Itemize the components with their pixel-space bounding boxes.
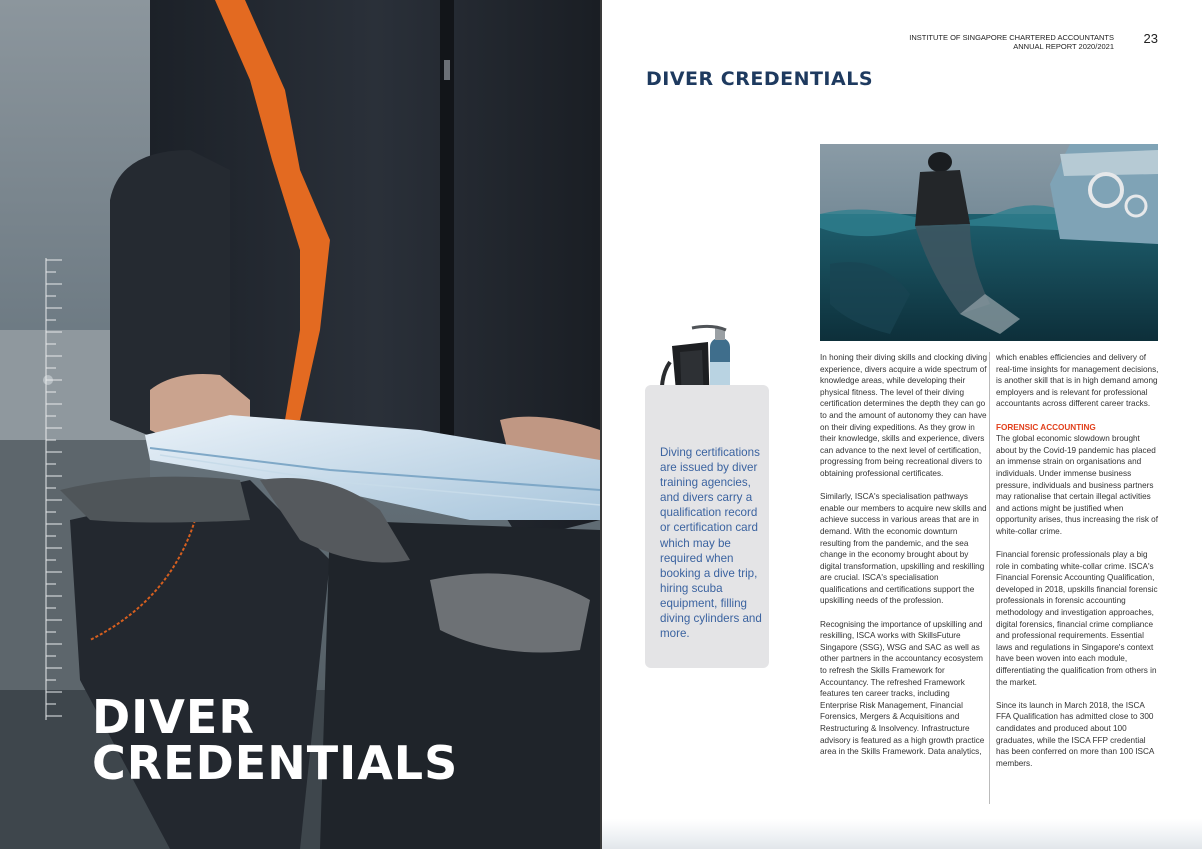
header-org: INSTITUTE OF SINGAPORE CHARTERED ACCOUNTANTS [909,33,1114,42]
section-subheading: FORENSIC ACCOUNTING [996,422,1096,432]
page-bottom-shadow [602,819,1202,849]
col2-paragraph-1: which enables efficiencies and delivery of real-time insights for management decisions, is another skill that is in high demand among employers and is relevant for professional accountants across different career tracks. [996,353,1159,409]
cover-title-line1: DIVER [92,690,255,744]
diver-surface-photo [820,144,1158,341]
page-title: DIVER CREDENTIALS [646,68,873,90]
callout-text: Diving certifications are issued by diver training agencies, and divers carry a qualification record or certification card which may be required when booking a dive trip, hiring scuba equipment, filling diving cylinders and more. [660,446,762,641]
column-divider [989,352,990,804]
header-report: ANNUAL REPORT 2020/2021 [1013,42,1114,51]
col2-paragraph-2: The global economic slowdown brought about by the Covid-19 pandemic has placed an immense strain on organisations and individuals. Under immense business pressure, individuals and business partners may rationalise that certain illegal activities and actions might be justified when opportunity arises, thus increasing the risk of white-collar crime. [996,434,1159,536]
page-number: 23 [1143,31,1158,46]
cover-title-line2: CREDENTIALS [92,736,459,790]
col1-paragraph-1: In honing their diving skills and clocking diving experience, divers acquire a wide spectrum of knowledge areas, while developing their physical fitness. The level of their diving certification determines the depth they can go to and the amount of autonomy they can have on their diving expeditions. As they grow in their knowledge, skills and experience, divers can advance to the next level of certification, progressing from being recreational divers to obtaining professional certificates. [820,353,988,478]
text-column-2 [996,352,1161,781]
col2-paragraph-3: Financial forensic professionals play a big role in combating white-collar crime. ISCA's Financial Forensic Accounting Qualification, developed in 2018, upskills financial forensic professionals in forensic accounting methodology and investigation approaches, digital forensics, financial crime compliance and professional requirements. Essential laws and regulations in Singapore's context have been woven into each module, differentiating the qualification from others in the market. [996,550,1158,687]
col1-paragraph-3: Recognising the importance of upskilling and reskilling, ISCA works with SkillsFuture Singapore (SSG), WSG and SAC as well as other partners in the accountancy ecosystem to refresh the Skills Framework for Accountancy. The refreshed Framework features ten career tracks, including Enterprise Risk Management, Financial Forensics, Mergers & Acquisitions and Restructuring & Insolvency. Infrastructure advisory is featured as a high growth practice area in the Skills Framework. Data analytics, [820,619,985,757]
text-column-1 [820,352,988,769]
col1-paragraph-2: Similarly, ISCA's specialisation pathways enable our members to acquire new skills and achieve success in various areas that are in demand. With the economic downturn resulting from the pandemic, and the sea change in the economy brought about by digital transformation, upskilling and reskilling are crucial. ISCA's specialisation qualifications and certifications support the upskilling needs of the profession. [820,492,987,606]
running-header [909,33,1114,51]
right-page [602,0,1202,849]
cover-title [92,690,459,790]
callout-box [645,385,769,668]
col2-paragraph-4: Since its launch in March 2018, the ISCA FFA Qualification has admitted close to 300 candidates and produced about 100 graduates, while the ISCA FFP credential has been conferred on more than 100 ISCA members. [996,700,1154,768]
left-page-photo [0,0,600,849]
